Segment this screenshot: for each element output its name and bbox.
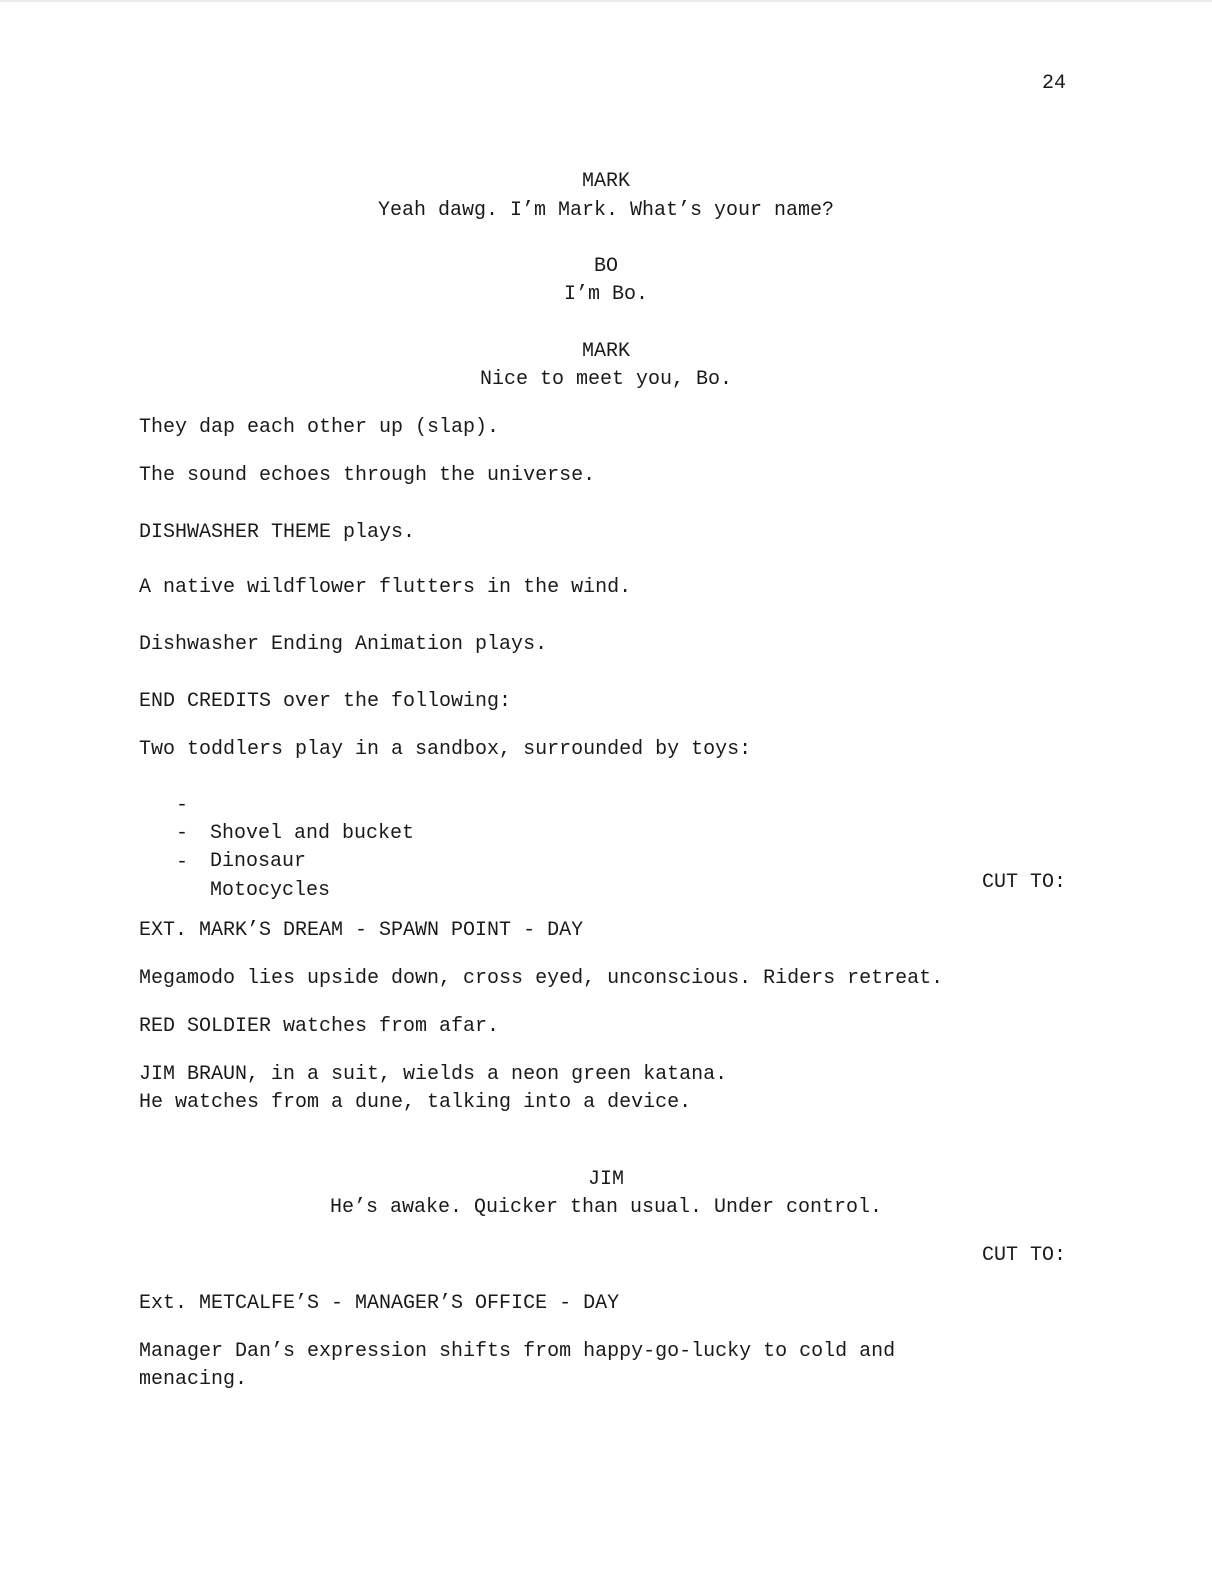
action-line: END CREDITS over the following: — [139, 690, 512, 713]
bullet-marker: - — [176, 822, 189, 845]
action-line: DISHWASHER THEME plays. — [139, 521, 416, 544]
character-name-bo: BO — [593, 255, 618, 278]
bullet-marker: - — [176, 794, 189, 817]
list-item-text: Motocycles — [210, 879, 331, 902]
list-item-text: Dinosaur — [210, 850, 307, 873]
action-line: Dishwasher Ending Animation plays. — [139, 633, 548, 656]
action-line: RED SOLDIER watches from afar. — [139, 1015, 500, 1038]
dialogue-line: He’s awake. Quicker than usual. Under control. — [329, 1196, 883, 1219]
action-line: He watches from a dune, talking into a device. — [139, 1091, 692, 1114]
scene-heading: Ext. METCALFE’S - MANAGER’S OFFICE - DAY — [139, 1292, 620, 1315]
list-item-text: Shovel and bucket — [210, 822, 415, 845]
action-line: menacing. — [139, 1368, 248, 1391]
bullet-marker: - — [176, 851, 189, 874]
action-line: They dap each other up (slap). — [139, 416, 500, 439]
action-line: A native wildflower flutters in the wind. — [139, 576, 632, 599]
dialogue-line: Nice to meet you, Bo. — [479, 368, 733, 391]
action-line: JIM BRAUN, in a suit, wields a neon green katana. — [139, 1063, 728, 1086]
action-line: Megamodo lies upside down, cross eyed, unconscious. Riders retreat. — [139, 967, 944, 990]
action-line: Manager Dan’s expression shifts from happy-go-lucky to cold and — [139, 1340, 896, 1363]
dialogue-line: I’m Bo. — [563, 283, 648, 306]
scene-heading: EXT. MARK’S DREAM - SPAWN POINT - DAY — [139, 919, 584, 942]
list-item — [0, 764, 1212, 845]
action-line: The sound echoes through the universe. — [139, 464, 596, 487]
character-name-jim: JIM — [587, 1168, 624, 1191]
dialogue-line: Yeah dawg. I’m Mark. What’s your name? — [377, 199, 835, 222]
page-top-edge — [0, 0, 1212, 2]
action-line: Two toddlers play in a sandbox, surrounded by toys: — [139, 738, 752, 761]
transition-cut-to: CUT TO: — [981, 871, 1066, 894]
character-name-mark: MARK — [581, 340, 630, 363]
character-name-mark: MARK — [581, 170, 630, 193]
page-number: 24 — [1041, 72, 1066, 95]
transition-cut-to: CUT TO: — [981, 1244, 1066, 1267]
